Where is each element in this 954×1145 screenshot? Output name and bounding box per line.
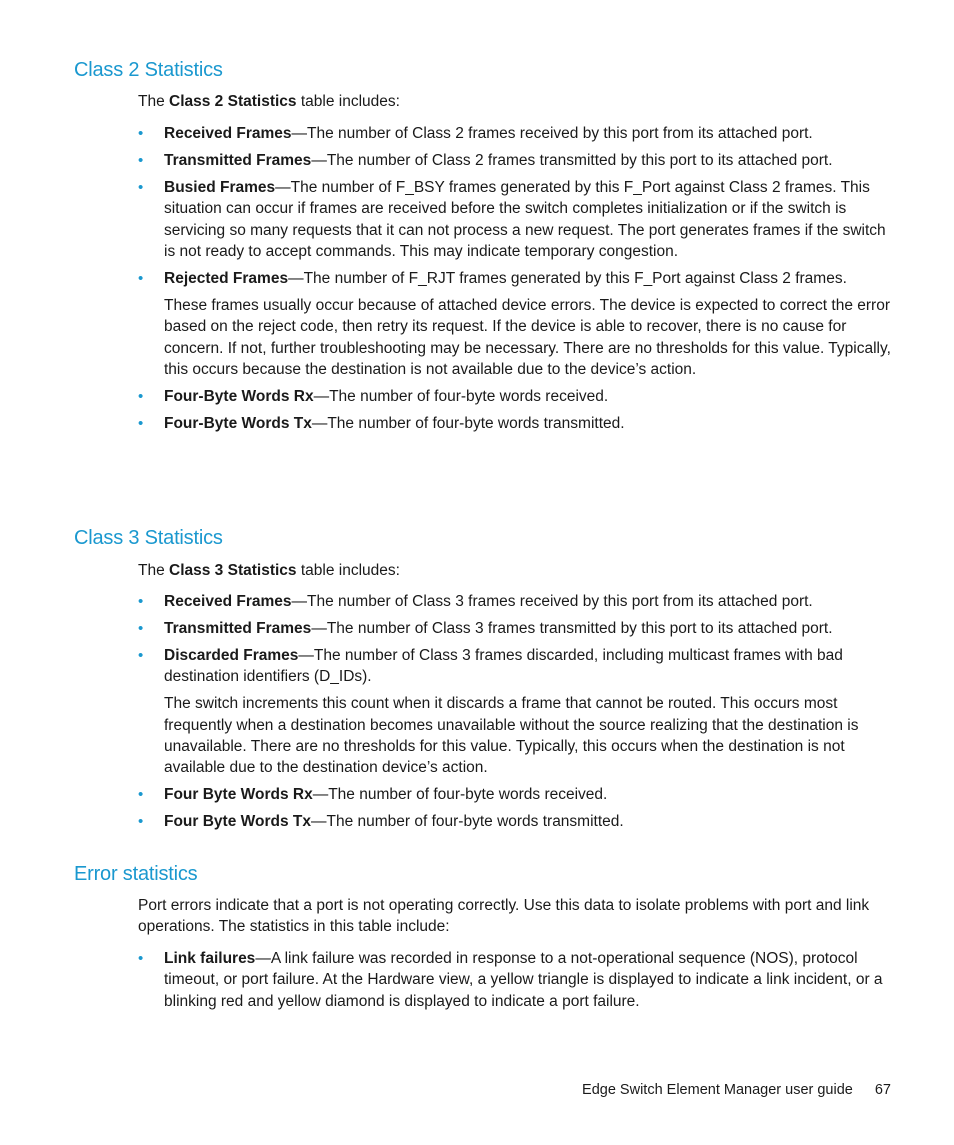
- item-desc: —The number of Class 3 frames discarded, including multicast frames with bad destination identifiers (D_IDs).: [164, 646, 843, 686]
- item-extra: The switch increments this count when it discards a frame that cannot be routed. This occurs most frequently when a destination becomes unavailable without the source realizing that the destination is unavailable. There are no thresholds for this value. Typically, this occurs when the destination is not available due to the destination device’s action.: [164, 695, 859, 777]
- item-desc: —The number of four-byte words transmitted.: [310, 813, 624, 831]
- class3-intro: The Class 3 Statistics table includes:: [138, 562, 400, 579]
- item-term: Four-Byte Words Tx: [164, 414, 312, 432]
- list-item: [138, 150, 894, 171]
- item-term: Rejected Frames: [164, 269, 289, 287]
- item-term: Received Frames: [164, 593, 292, 610]
- list-item: [138, 386, 894, 407]
- class3-list: [138, 591, 894, 838]
- bullet-icon: •: [138, 786, 144, 804]
- item-desc: —The number of Class 3 frames transmitted by this port to its attached port.: [311, 619, 833, 637]
- item-term: Transmitted Frames: [164, 619, 312, 637]
- list-item: [138, 413, 894, 434]
- item-term: Transmitted Frames: [164, 151, 312, 169]
- page-footer: [582, 1082, 891, 1098]
- list-item: [138, 618, 894, 639]
- list-item: [138, 645, 894, 779]
- item-desc: —The number of four-byte words received.: [312, 786, 608, 804]
- item-desc: —The number of F_BSY frames generated by this F_Port against Class 2 frames. This situation can occur if frames are received before the switch completes initialization or if the switch is servicing so many requests that it can not process a new request. The port generates frames if the switch is not ready to accept commands. This may indicate temporary congestion.: [164, 178, 886, 261]
- page-number: 67: [874, 1082, 891, 1098]
- item-term: Four-Byte Words Rx: [164, 387, 314, 405]
- class3-heading: Class 3 Statistics: [74, 527, 223, 549]
- list-item: [138, 591, 894, 612]
- bullet-icon: •: [138, 646, 144, 664]
- item-desc: —The number of four-byte words transmitted.: [311, 414, 625, 432]
- bullet-icon: •: [138, 619, 144, 637]
- error-statistics-heading: Error statistics: [74, 863, 198, 885]
- class2-list: [138, 123, 894, 440]
- bullet-icon: •: [138, 178, 144, 196]
- item-desc: —The number of Class 3 frames received by this port from its attached port.: [291, 593, 813, 610]
- item-extra: These frames usually occur because of attached device errors. The device is expected to correct the error based on the reject code, then retry its request. If the device is able to recover, there is no cause for concern. If not, further troubleshooting may be necessary. There are no thresholds for this value. Typically, this occurs because the destination is not available due to the device’s action.: [164, 296, 891, 379]
- item-term: Link failures: [164, 950, 256, 967]
- item-term: Four Byte Words Rx: [164, 786, 313, 804]
- class2-intro: The Class 2 Statistics table includes:: [138, 93, 400, 110]
- item-term: Busied Frames: [164, 178, 276, 196]
- bullet-icon: •: [138, 269, 144, 287]
- class2-heading: Class 2 Statistics: [74, 59, 223, 81]
- list-item: [138, 177, 894, 263]
- list-item: [138, 268, 894, 381]
- bullet-icon: •: [138, 593, 144, 610]
- bullet-icon: •: [138, 387, 144, 405]
- list-item: [138, 811, 894, 832]
- item-term: Discarded Frames: [164, 646, 299, 664]
- bullet-icon: •: [138, 125, 144, 142]
- bullet-icon: •: [138, 813, 144, 831]
- item-term: Four Byte Words Tx: [164, 813, 311, 831]
- item-term: Received Frames: [164, 125, 292, 142]
- item-desc: —The number of Class 2 frames transmitted by this port to its attached port.: [311, 151, 833, 169]
- error-statistics-intro: Port errors indicate that a port is not operating correctly. Use this data to isolate problems with port and link operations. The statistics in this table include:: [138, 897, 870, 936]
- footer-title: Edge Switch Element Manager user guide: [582, 1082, 853, 1098]
- list-item: [138, 784, 894, 805]
- item-desc: —The number of four-byte words received.: [313, 387, 609, 405]
- bullet-icon: •: [138, 151, 144, 169]
- bullet-icon: •: [138, 414, 144, 432]
- list-item: [138, 123, 894, 144]
- list-item: [138, 948, 894, 1012]
- error-statistics-list: [138, 948, 894, 1018]
- item-desc: —The number of F_RJT frames generated by this F_Port against Class 2 frames.: [288, 269, 847, 287]
- bullet-icon: •: [138, 950, 144, 967]
- item-desc: —The number of Class 2 frames received by this port from its attached port.: [291, 125, 813, 142]
- item-desc: —A link failure was recorded in response to a not-operational sequence (NOS), protocol timeout, or port failure. At the Hardware view, a yellow triangle is displayed to indicate a link incident, or a blinking red and yellow diamond is displayed to indicate a port failure.: [164, 950, 883, 1010]
